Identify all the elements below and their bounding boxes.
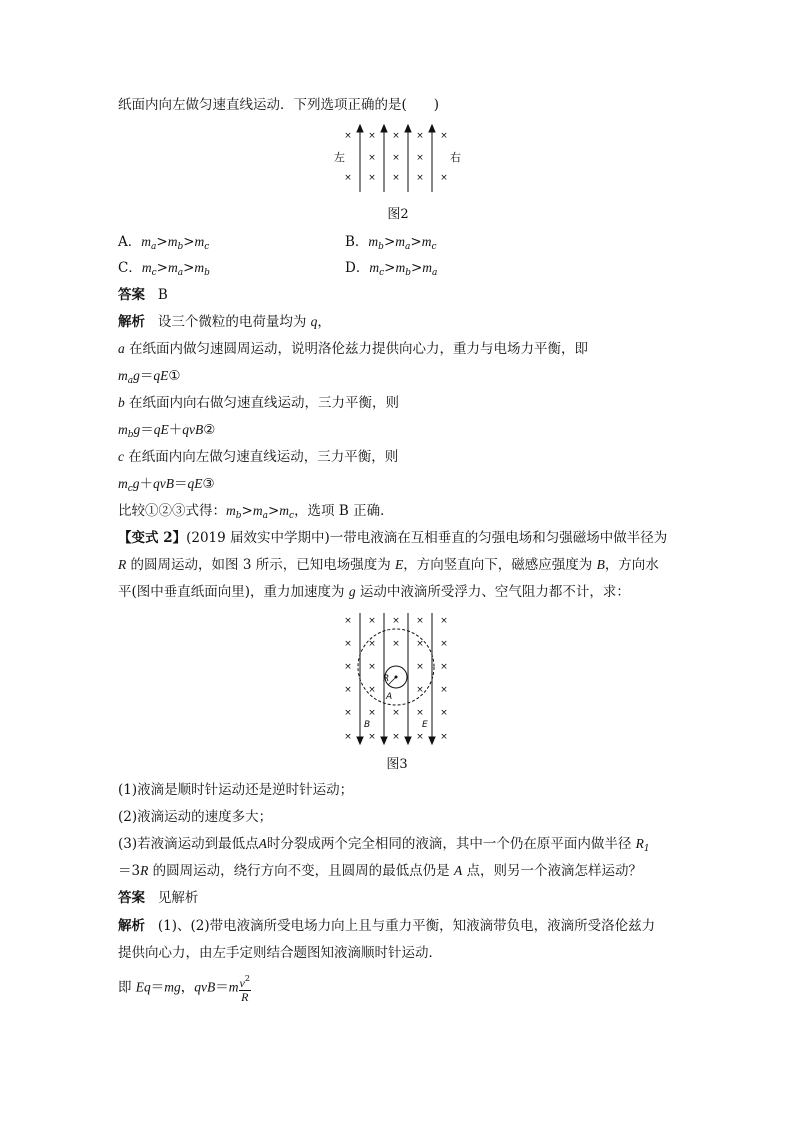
equation-3: $m_cg+qvB=qE③$ [118, 476, 215, 494]
cross: × [440, 616, 448, 626]
equation-1: $m_ag=qE①$ [118, 368, 181, 386]
cross: × [344, 131, 352, 141]
cross: × [440, 662, 448, 672]
question-3-line-1: (3)若液滴运动到最低点A时分裂成两个完全相同的液滴，其中一个仍在原平面内做半径 $R_1$ [118, 836, 650, 854]
cross: × [440, 685, 448, 695]
analysis-1-line-3: b 在纸面内向右做匀速直线运动，三力平衡，则 [118, 395, 400, 411]
cross: × [344, 708, 352, 718]
cross: × [368, 685, 376, 695]
cross: × [416, 173, 424, 183]
cross: × [344, 616, 352, 626]
cross: × [368, 131, 376, 141]
cross: × [344, 662, 352, 672]
analysis-1-line-2: a 在纸面内做匀速圆周运动，说明洛伦兹力提供向心力，重力与电场力平衡，即 [118, 341, 589, 357]
cross: × [440, 708, 448, 718]
fig2-left-label: 左 [334, 151, 345, 164]
variant-line-3: 平(图中垂直纸面向里)，重力加速度为 g 运动中液滴所受浮力、空气阻力都不计，求： [118, 584, 630, 600]
fig3-caption: 图3 [386, 757, 408, 772]
analysis-2-line-1: 解析 (1)、(2)带电液滴所受电场力向上且与重力平衡，知液滴带负电，液滴所受洛伦兹力 [118, 918, 656, 934]
fraction: $\frac{v^2}{R}$ [239, 974, 250, 1004]
cross: × [440, 732, 448, 742]
fig3-E-label: E [422, 720, 428, 730]
analysis-1-line-1: 解析 设三个微粒的电荷量均为 q， [118, 314, 331, 330]
cross: × [416, 662, 424, 672]
variant-line-2: R 的圆周运动，如图 3 所示，已知电场强度为 E，方向竖直向下，磁感应强度为 B，方向水 [118, 557, 659, 573]
analysis-1-line-4: c 在纸面内向左做匀速直线运动，三力平衡，则 [118, 449, 399, 465]
fig2-caption: 图2 [387, 207, 409, 222]
analysis-2-line-2: 提供向心力，由左手定则结合题图知液滴顺时针运动． [118, 945, 442, 961]
fig3-A-label: A [386, 692, 393, 702]
cross: × [416, 616, 424, 626]
cross: × [392, 153, 400, 163]
cross: × [440, 639, 448, 649]
variant-line-1: 【变式 2】(2019 届效实中学期中)一带电液滴在互相垂直的匀强电场和匀强磁场中做半径为 [118, 530, 668, 546]
cross: × [368, 732, 376, 742]
cross: × [344, 685, 352, 695]
cross: × [440, 131, 448, 141]
option-C: C．$m_c>m_a>m_b$ [118, 260, 210, 278]
equation-2: $m_bg=qE+qvB②$ [118, 422, 216, 440]
cross: × [416, 639, 424, 649]
option-B: B．$m_b>m_a>m_c$ [345, 234, 437, 252]
question-3-line-2: ＝3R 的圆周运动，绕行方向不变，且圆周的最低点仍是 A 点，则另一个液滴怎样运动？ [118, 863, 642, 879]
analysis-1-conclusion: 比较①②③式得：$m_b>m_a>m_c$，选项 B 正确． [118, 503, 394, 521]
cross: × [392, 732, 400, 742]
cross: × [368, 639, 376, 649]
option-A: A．$m_a>m_b>m_c$ [118, 234, 210, 252]
cross: × [368, 173, 376, 183]
cross: × [368, 662, 376, 672]
cross: × [368, 616, 376, 626]
cross: × [416, 732, 424, 742]
question-2: (2)液滴运动的速度多大； [118, 809, 273, 825]
cross: × [416, 153, 424, 163]
cross: × [392, 616, 400, 626]
intro-line: 纸面内向左做匀速直线运动．下列选项正确的是( ) [118, 97, 440, 113]
cross: × [344, 732, 352, 742]
cross: × [416, 685, 424, 695]
fig2-right-label: 右 [450, 151, 461, 164]
question-1: (1)液滴是顺时针运动还是逆时针运动； [118, 782, 354, 798]
option-D: D．$m_c>m_b>m_a$ [345, 260, 438, 278]
cross: × [392, 173, 400, 183]
cross: × [392, 131, 400, 141]
cross: × [344, 639, 352, 649]
analysis-2-equation: 即 Eq＝mg，qvB＝m $\frac{v^2}{R}$ [118, 974, 250, 1004]
answer-2: 答案 见解析 [118, 890, 199, 906]
cross: × [416, 708, 424, 718]
figure-2 [330, 124, 470, 196]
cross: × [392, 708, 400, 718]
figure-3 [338, 611, 458, 747]
answer-1: 答案 B [118, 287, 168, 303]
cross: × [392, 639, 400, 649]
fig3-R-label: R [383, 674, 390, 684]
cross: × [440, 173, 448, 183]
cross: × [416, 131, 424, 141]
cross: × [368, 153, 376, 163]
cross: × [344, 173, 352, 183]
fig3-B-label: B [364, 720, 371, 730]
cross: × [368, 708, 376, 718]
